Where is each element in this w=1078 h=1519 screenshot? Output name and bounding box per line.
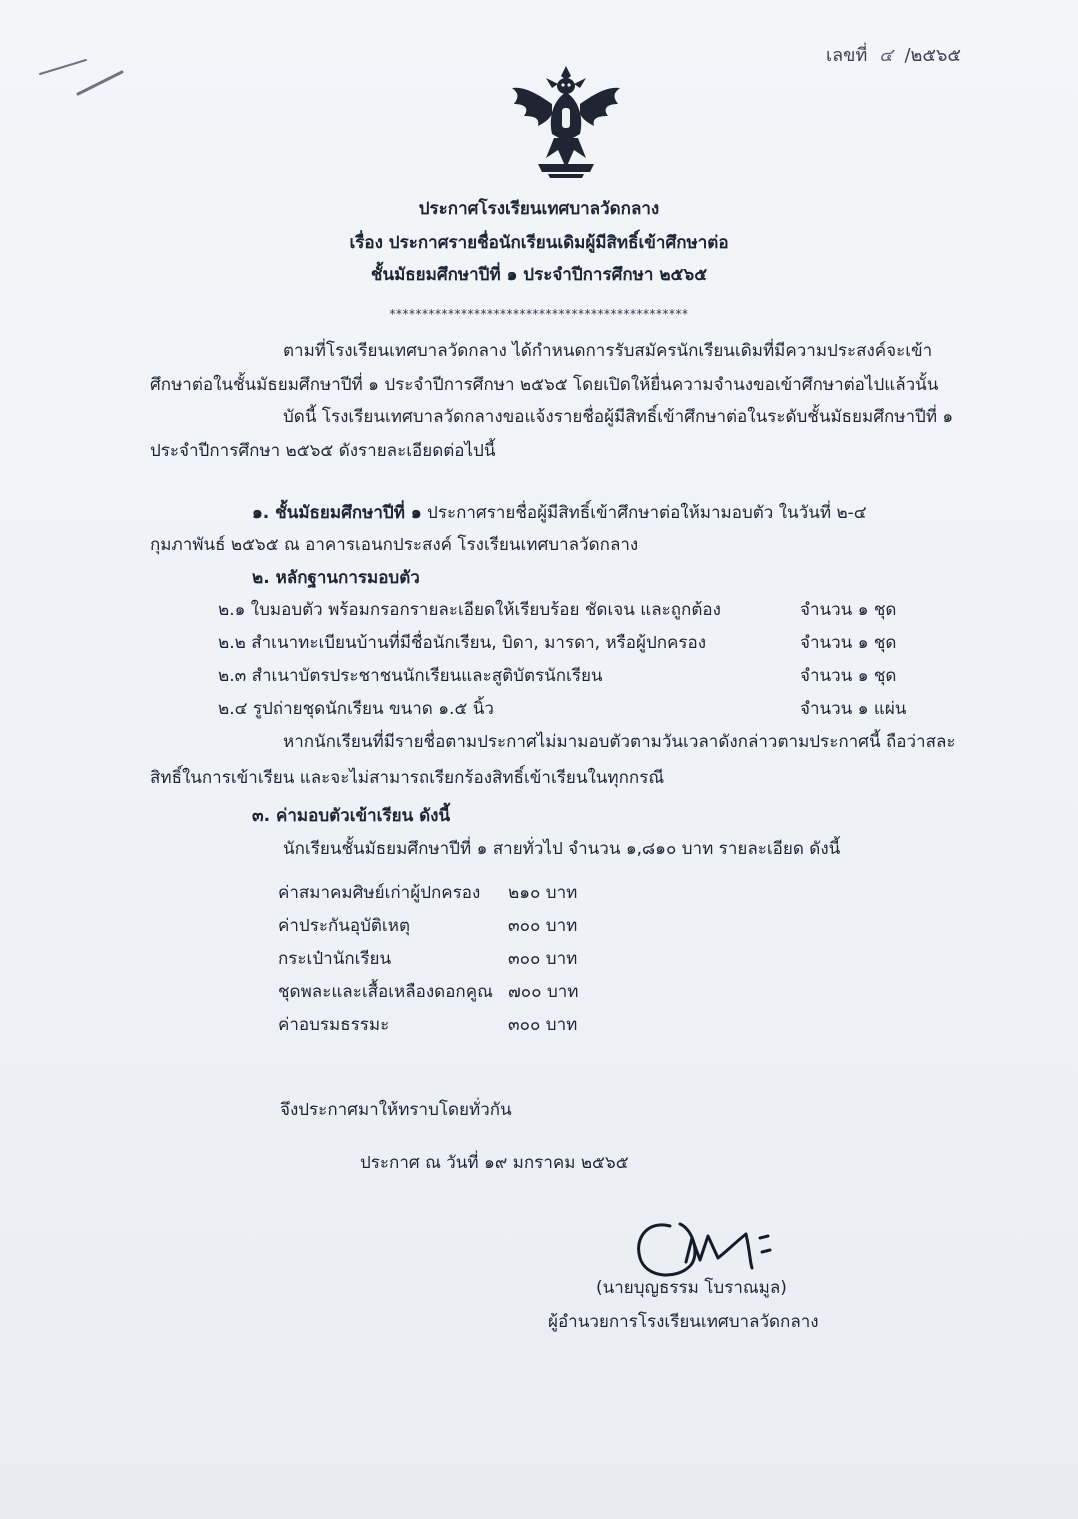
section-2-note-line-1: หากนักเรียนที่มีรายชื่อตามประกาศไม่มามอบตัวตามวันเวลาดังกล่าวตามประกาศนี้ ถือว่าสละ (283, 732, 956, 752)
intro-paragraph-2-line-2: ประจำปีการศึกษา ๒๕๖๕ ดังรายละเอียดต่อไปนี้ (150, 441, 496, 461)
document-number (826, 40, 961, 69)
signatory-name: (นายบุญธรรม โบราณมูล) (596, 1278, 787, 1298)
document-number-label: เลขที่ (826, 45, 868, 66)
section-2-note-line-2: สิทธิ์ในการเข้าเรียน และจะไม่สามารถเรียกร้องสิทธิ์เข้าเรียนในทุกกรณี (150, 768, 665, 788)
announcement-date: ประกาศ ณ วันที่ ๑๙ มกราคม ๒๕๖๕ (360, 1153, 629, 1173)
fee-item-value: ๒๑๐ บาท (508, 883, 578, 903)
section-1-text: ประกาศรายชื่อผู้มีสิทธิ์เข้าศึกษาต่อให้มามอบตัว ในวันที่ ๒-๔ (421, 503, 867, 523)
document-item-text: ๒.๒ สำเนาทะเบียนบ้านที่มีชื่อนักเรียน, บิดา, มารดา, หรือผู้ปกครอง (218, 633, 707, 653)
fee-item-value: ๗๐๐ บาท (508, 982, 579, 1002)
intro-paragraph-2-line-1: บัดนี้ โรงเรียนเทศบาลวัดกลางขอแจ้งรายชื่อผู้มีสิทธิ์เข้าศึกษาต่อในระดับชั้นมัธยมศึกษาปีที่ ๑ (283, 407, 954, 427)
document-number-value: ๔ (879, 45, 893, 66)
document-item-amount: จำนวน ๑ ชุด (800, 666, 897, 686)
header-divider: ********************************************** (389, 307, 689, 321)
section-3-summary: นักเรียนชั้นมัธยมศึกษาปีที่ ๑ สายทั่วไป จำนวน ๑,๘๑๐ บาท รายละเอียด ดังนี้ (283, 839, 841, 859)
signatory-position: ผู้อำนวยการโรงเรียนเทศบาลวัดกลาง (548, 1312, 819, 1332)
document-item-amount: จำนวน ๑ ชุด (800, 633, 897, 653)
section-1-line-1 (252, 502, 867, 524)
fee-item-value: ๓๐๐ บาท (508, 916, 578, 936)
fee-item-name: ค่าสมาคมศิษย์เก่าผู้ปกครอง (278, 883, 481, 903)
header-line-3: ชั้นมัธยมศึกษาปีที่ ๑ ประจำปีการศึกษา ๒๕๖๕ (370, 265, 708, 285)
fee-item-name: กระเป๋านักเรียน (278, 949, 392, 969)
fee-item-name: ค่าอบรมธรรมะ (278, 1015, 390, 1035)
header-line-1: ประกาศโรงเรียนเทศบาลวัดกลาง (418, 199, 660, 219)
fee-item-name: ชุดพละและเสื้อเหลืองดอกคูณ (278, 982, 493, 1002)
section-2-heading: ๒. หลักฐานการมอบตัว (252, 568, 420, 588)
section-1-line-2: กุมภาพันธ์ ๒๕๖๕ ณ อาคารเอนกประสงค์ โรงเรียนเทศบาลวัดกลาง (150, 535, 639, 555)
header-line-2: เรื่อง ประกาศรายชื่อนักเรียนเดิมผู้มีสิทธิ์เข้าศึกษาต่อ (349, 233, 729, 253)
document-item-text: ๒.๑ ใบมอบตัว พร้อมกรอกรายละเอียดให้เรียบร้อย ชัดเจน และถูกต้อง (218, 600, 721, 620)
closing-line: จึงประกาศมาให้ทราบโดยทั่วกัน (280, 1100, 512, 1120)
document-item-text: ๒.๓ สำเนาบัตรประชาชนนักเรียนและสูติบัตรนักเรียน (218, 666, 603, 686)
document-item-amount: จำนวน ๑ แผ่น (800, 699, 907, 719)
document-number-year: /๒๕๖๕ (904, 45, 962, 66)
section-3-heading: ๓. ค่ามอบตัวเข้าเรียน ดังนี้ (252, 806, 451, 826)
fee-item-name: ค่าประกันอุบัติเหตุ (278, 916, 410, 936)
intro-paragraph-1-line-1: ตามที่โรงเรียนเทศบาลวัดกลาง ได้กำหนดการรับสมัครนักเรียนเดิมที่มีความประสงค์จะเข้า (283, 341, 933, 361)
garuda-emblem-icon (508, 64, 624, 180)
pencil-mark (38, 58, 128, 98)
fee-item-value: ๓๐๐ บาท (508, 949, 578, 969)
document-item-amount: จำนวน ๑ ชุด (800, 600, 897, 620)
document-item-text: ๒.๔ รูปถ่ายชุดนักเรียน ขนาด ๑.๕ นิ้ว (218, 699, 494, 719)
fee-item-value: ๓๐๐ บาท (508, 1015, 578, 1035)
intro-paragraph-1-line-2: ศึกษาต่อในชั้นมัธยมศึกษาปีที่ ๑ ประจำปีการศึกษา ๒๕๖๕ โดยเปิดให้ยื่นความจำนงขอเข้าศึกษาต่อไปแล้วนั้น (150, 375, 939, 395)
signature (628, 1208, 808, 1288)
section-1-heading: ๑. ชั้นมัธยมศึกษาปีที่ ๑ (252, 503, 422, 523)
